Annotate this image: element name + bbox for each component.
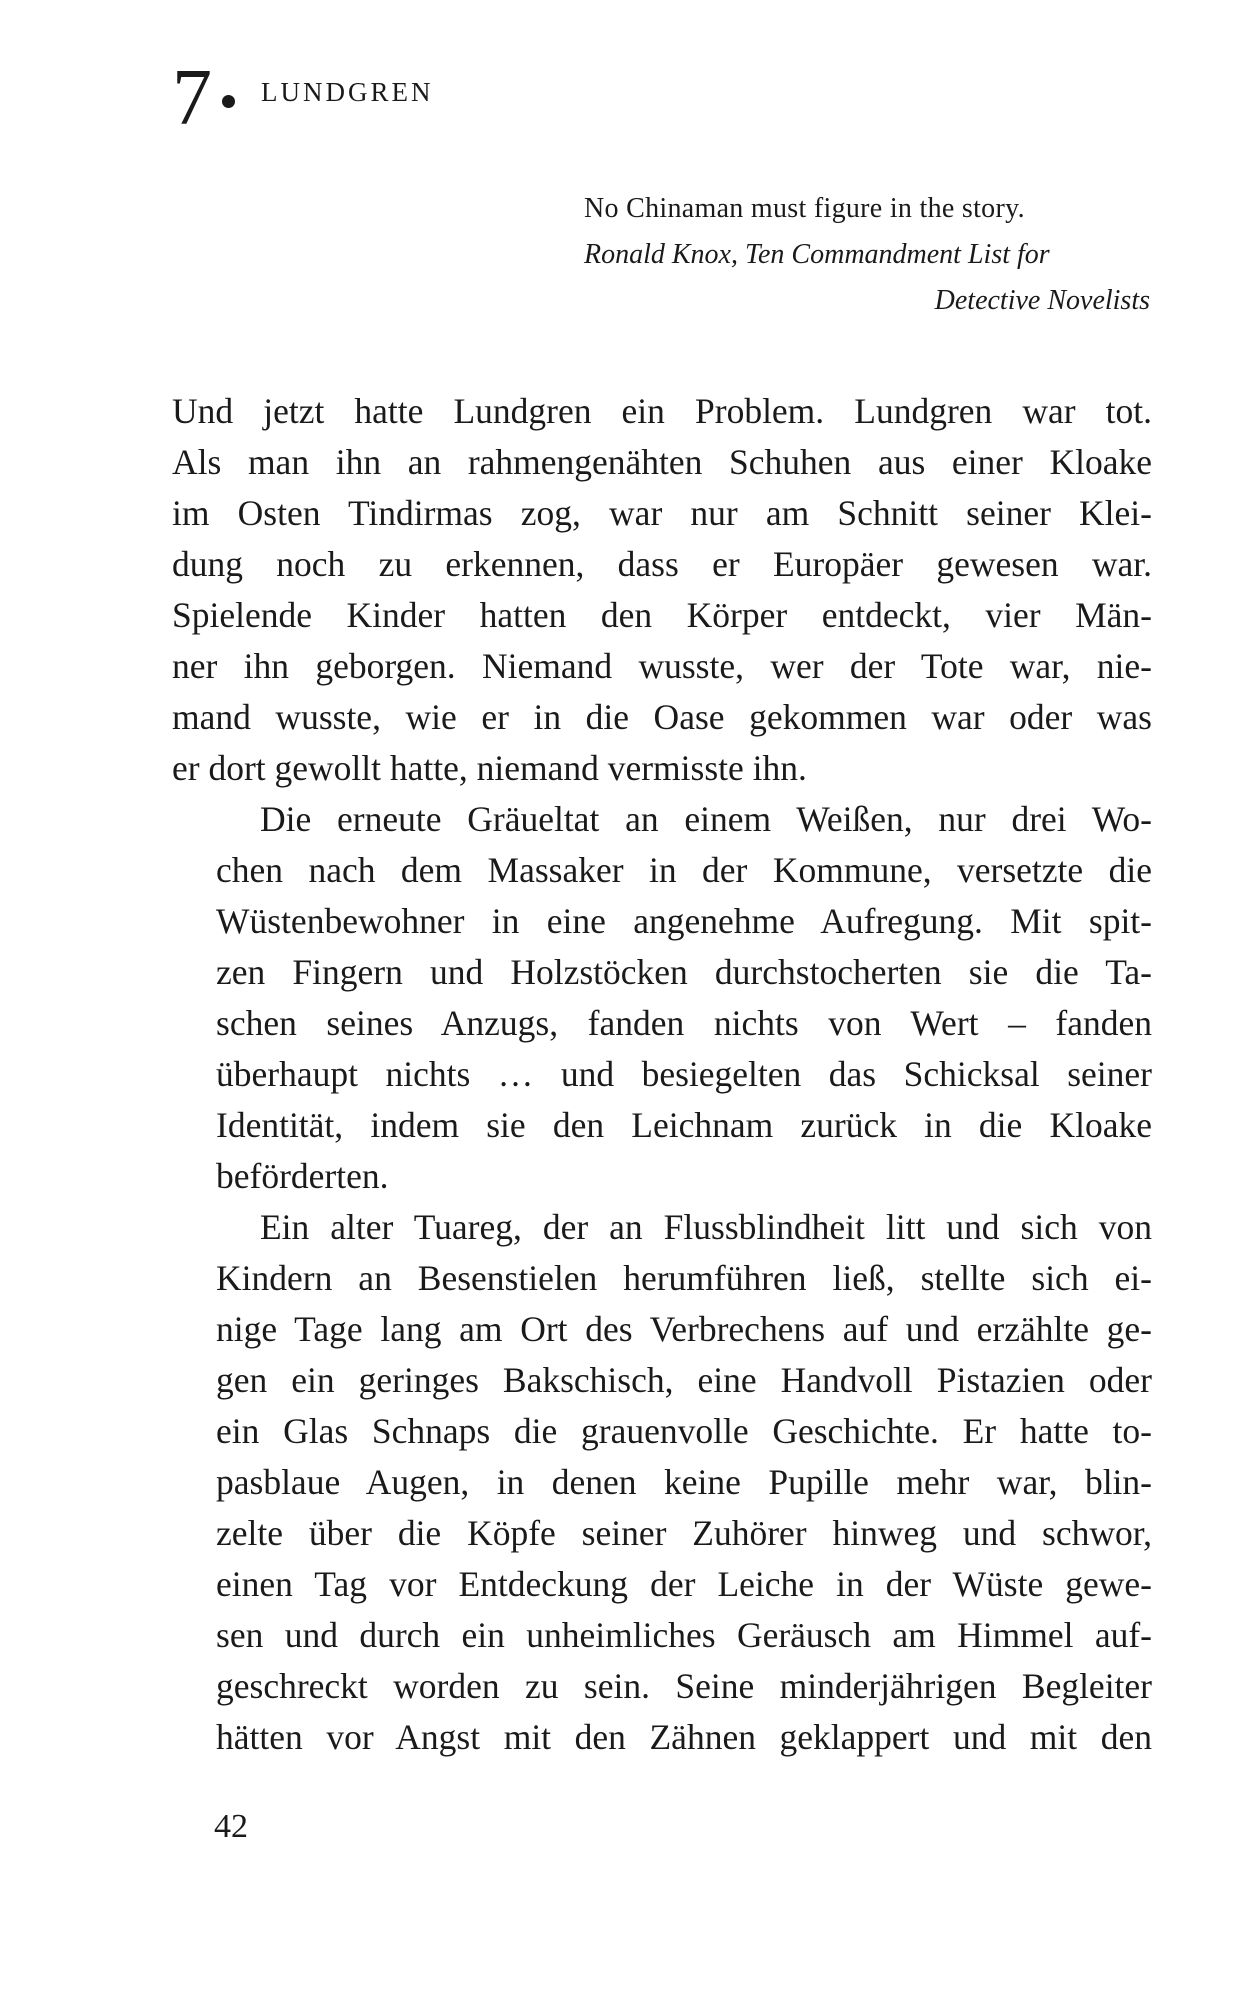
text-line: chen nach dem Massaker in der Kommune, versetzte die xyxy=(216,850,1152,890)
text-line: hätten vor Angst mit den Zähnen geklappert und mit den xyxy=(216,1717,1152,1757)
epigraph-source-line2: Detective Novelists xyxy=(934,285,1150,316)
text-line: sen und durch ein unheimliches Geräusch am Himmel auf- xyxy=(216,1615,1152,1655)
text-line: schen seines Anzugs, fanden nichts von Wert – fanden xyxy=(216,1003,1152,1043)
text-line: Und jetzt hatte Lundgren ein Problem. Lundgren war tot. xyxy=(172,391,1152,431)
chapter-title: LUNDGREN xyxy=(261,77,434,107)
epigraph xyxy=(560,186,1150,324)
text-line: geschreckt worden zu sein. Seine minderjährigen Begleiter xyxy=(216,1666,1152,1706)
page-number: 42 xyxy=(214,1808,248,1845)
text-line: Identität, indem sie den Leichnam zurück in die Kloake xyxy=(216,1105,1152,1145)
epigraph-quote: No Chinaman must figure in the story. xyxy=(584,193,1025,224)
text-line: Spielende Kinder hatten den Körper entdeckt, vier Män- xyxy=(172,595,1152,635)
text-line: pasblaue Augen, in denen keine Pupille mehr war, blin- xyxy=(216,1462,1152,1502)
text-line: nige Tage lang am Ort des Verbrechens auf und erzählte ge- xyxy=(216,1309,1152,1349)
paragraph xyxy=(172,794,1152,1202)
text-line: er dort gewollt hatte, niemand vermisste ihn. xyxy=(172,748,807,788)
text-line: Als man ihn an rahmengenähten Schuhen aus einer Kloake xyxy=(172,442,1152,482)
text-line: dung noch zu erkennen, dass er Europäer gewesen war. xyxy=(172,544,1152,584)
chapter-bullet-icon xyxy=(222,95,235,108)
paragraph xyxy=(172,386,1152,794)
text-line: zen Fingern und Holzstöcken durchstocherten sie die Ta- xyxy=(216,952,1152,992)
text-line: Wüstenbewohner in eine angenehme Aufregung. Mit spit- xyxy=(216,901,1152,941)
text-line: Die erneute Gräueltat an einem Weißen, nur drei Wo- xyxy=(260,799,1152,839)
text-line: überhaupt nichts … und besiegelten das Schicksal seiner xyxy=(216,1054,1152,1094)
paragraph xyxy=(172,1202,1152,1763)
text-line: im Osten Tindirmas zog, war nur am Schnitt seiner Klei- xyxy=(172,493,1152,533)
text-line: zelte über die Köpfe seiner Zuhörer hinweg und schwor, xyxy=(216,1513,1152,1553)
epigraph-source-line1: Ronald Knox, Ten Commandment List for xyxy=(584,239,1050,270)
text-line: Kindern an Besenstielen herumführen ließ, stellte sich ei- xyxy=(216,1258,1152,1298)
chapter-heading xyxy=(172,48,434,142)
text-line: einen Tag vor Entdeckung der Leiche in der Wüste gewe- xyxy=(216,1564,1152,1604)
chapter-number: 7 xyxy=(172,54,212,142)
text-line: mand wusste, wie er in die Oase gekommen war oder was xyxy=(172,697,1152,737)
text-line: ner ihn geborgen. Niemand wusste, wer der Tote war, nie- xyxy=(172,646,1152,686)
text-line: gen ein geringes Bakschisch, eine Handvoll Pistazien oder xyxy=(216,1360,1152,1400)
body-text xyxy=(172,386,1152,1763)
text-line: ein Glas Schnaps die grauenvolle Geschichte. Er hatte to- xyxy=(216,1411,1152,1451)
text-line: beförderten. xyxy=(216,1156,389,1196)
text-line: Ein alter Tuareg, der an Flussblindheit litt und sich von xyxy=(260,1207,1152,1247)
